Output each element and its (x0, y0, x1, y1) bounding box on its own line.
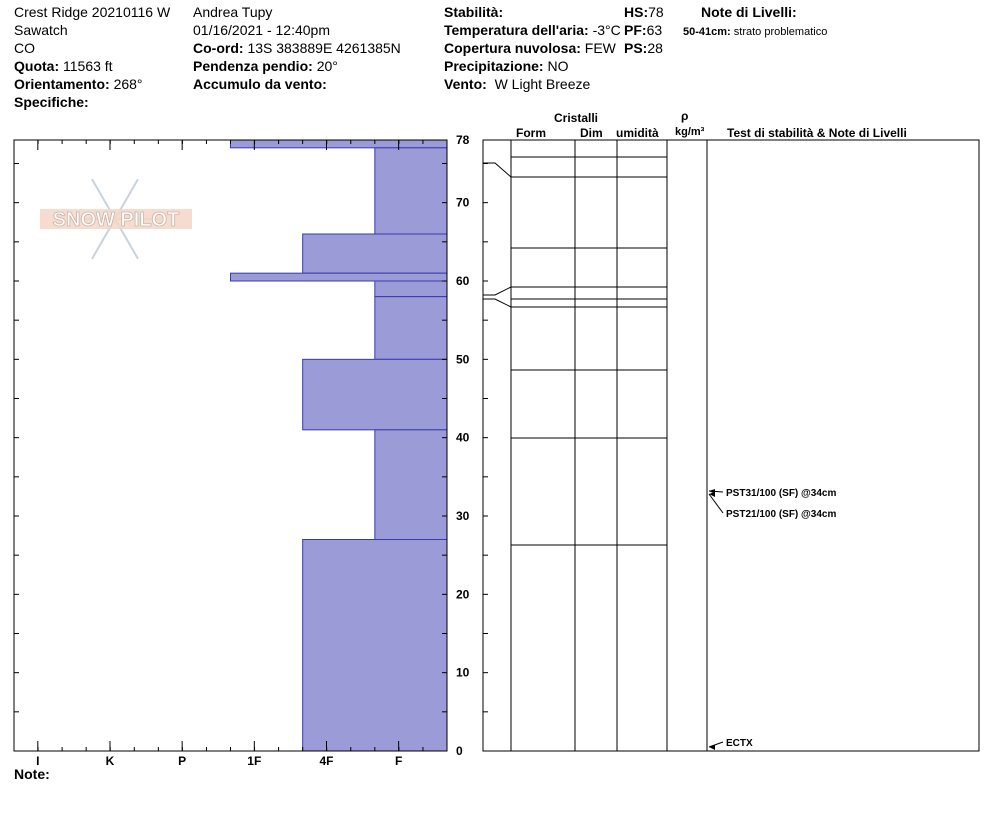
ps-value: 28 (647, 40, 663, 56)
hardness-tick-label: 4F (319, 754, 334, 768)
stability-test-label: ECTX (726, 738, 753, 749)
precip-value: NO (547, 58, 569, 74)
density-unit: kg/m³ (675, 126, 705, 138)
crystals-header: Cristalli (554, 111, 599, 125)
hs-label: HS: (624, 4, 649, 20)
hardness-bar (375, 281, 447, 297)
state-name: CO (14, 40, 35, 56)
form-header: Form (516, 126, 546, 140)
hardness-bar (231, 273, 448, 281)
layer-connector (483, 163, 511, 177)
test-pointer (709, 742, 723, 747)
snowpilot-logo (40, 179, 192, 259)
layer-connector (483, 299, 511, 307)
hardness-bar (375, 430, 447, 540)
hardness-tick-label: K (105, 754, 115, 768)
test-pointer (709, 494, 723, 513)
stability-label: Stabilità: (444, 4, 504, 20)
specifics-label: Specifiche: (14, 94, 89, 110)
coord-label: Co-ord: (193, 40, 244, 56)
wind-loading-label: Accumulo da vento: (193, 76, 327, 92)
depth-tick-label: 20 (456, 587, 470, 602)
hs-value: 78 (648, 4, 664, 20)
depth-tick-label: 40 (456, 430, 470, 445)
aspect-value: 268° (113, 76, 143, 92)
depth-tick-label: 70 (456, 195, 470, 210)
pf-label: PF: (624, 22, 647, 38)
layer-note-text: strato problematico (733, 26, 828, 38)
coord-value: 13S 383889E 4261385N (247, 40, 401, 56)
observation-datetime: 01/16/2021 - 12:40pm (193, 22, 330, 38)
layer-table-frame (483, 140, 979, 751)
hardness-tick-label: F (394, 754, 403, 768)
hardness-bar (231, 140, 448, 148)
observer-name: Andrea Tupy (193, 4, 273, 20)
hardness-tick-label: P (178, 754, 187, 768)
stability-test-label: PST31/100 (SF) @34cm (726, 488, 837, 499)
hardness-bar (303, 540, 447, 752)
moisture-header: umidità (616, 126, 659, 140)
hardness-bar (303, 234, 447, 273)
layer-note-range: 50-41cm: (683, 26, 731, 38)
layer-table (483, 140, 979, 751)
hardness-bar (375, 148, 447, 234)
hardness-bar (303, 359, 447, 430)
density-symbol: ρ (681, 109, 689, 123)
depth-tick-label: 30 (456, 509, 470, 523)
cloud-value: FEW (584, 40, 616, 56)
stability-test-label: PST21/100 (SF) @34cm (726, 509, 837, 520)
air-temp-label: Temperatura dell'aria: (444, 22, 589, 38)
air-temp-value: -3°C (592, 22, 621, 38)
cloud-label: Copertura nuvolosa: (444, 40, 581, 56)
wind-label: Vento: (444, 76, 487, 92)
slope-value: 20° (316, 58, 338, 74)
tests-header: Test di stabilità & Note di Livelli (727, 126, 907, 140)
aspect-label: Orientamento: (14, 76, 110, 92)
layer-notes-label: Note di Livelli: (701, 4, 797, 20)
logo-text: SNOW PILOT (52, 209, 180, 231)
depth-tick-label: 78 (456, 133, 470, 147)
depth-tick-label: 10 (456, 665, 470, 680)
ps-label: PS: (624, 40, 648, 56)
location-name: Crest Ridge 20210116 W (14, 4, 171, 20)
elevation-value: 11563 ft (63, 58, 113, 74)
hardness-bars (231, 140, 448, 751)
depth-tick-label: 60 (456, 274, 470, 288)
depth-tick-label: 0 (456, 744, 463, 758)
hardness-bar (375, 297, 447, 360)
size-header: Dim (580, 126, 603, 140)
hardness-tick-label: 1F (247, 754, 262, 768)
range-name: Sawatch (14, 22, 68, 38)
layer-connector (483, 287, 511, 295)
hardness-tick-label: I (36, 754, 40, 768)
elevation-label: Quota: (14, 58, 60, 74)
precip-label: Precipitazione: (444, 58, 544, 74)
pf-value: 63 (646, 22, 663, 38)
slope-label: Pendenza pendio: (193, 58, 313, 74)
depth-tick-label: 50 (456, 352, 470, 367)
stability-tests (709, 488, 836, 750)
note-label: Note: (14, 766, 50, 782)
wind-value: W Light Breeze (494, 76, 591, 92)
